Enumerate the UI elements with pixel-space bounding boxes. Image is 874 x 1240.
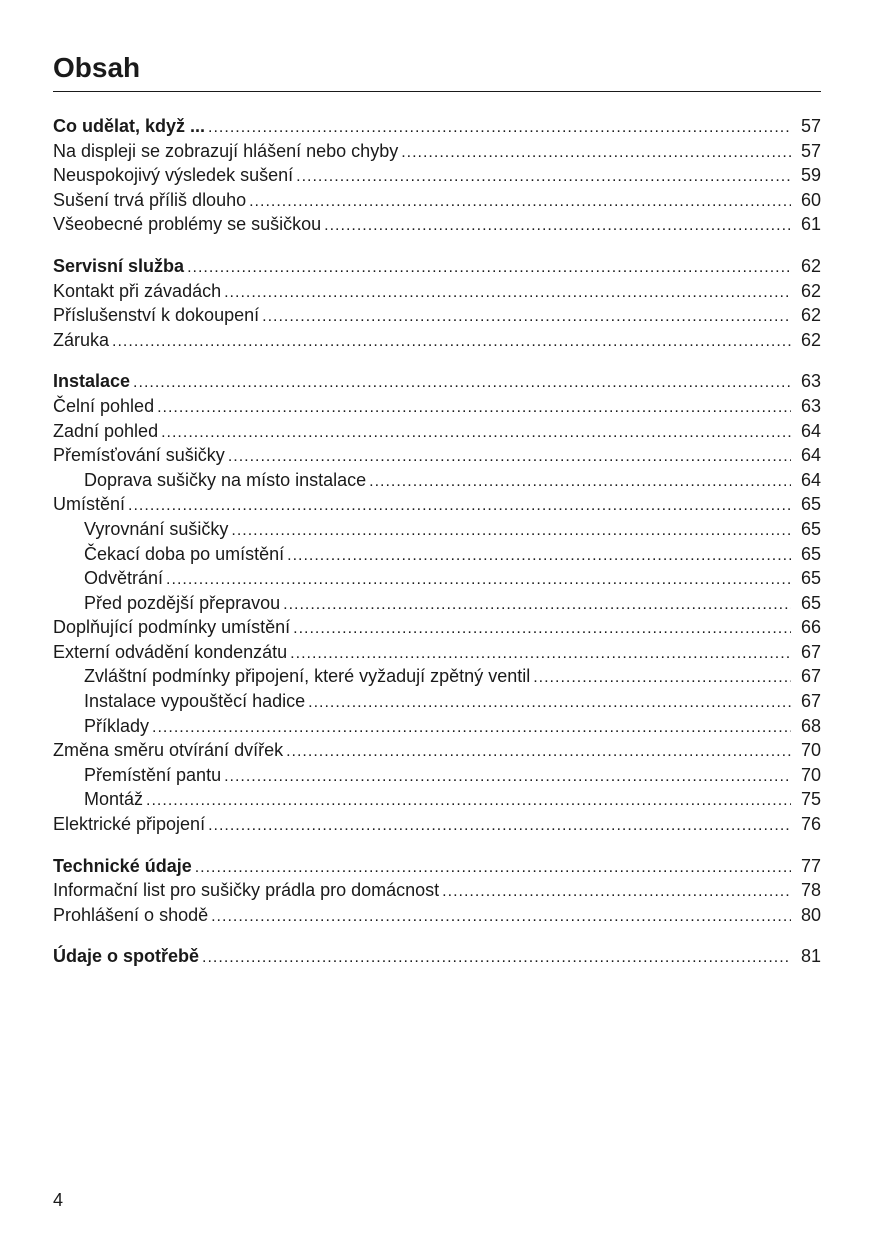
toc-entry-page: 62	[800, 329, 821, 350]
dot-leader	[202, 946, 791, 969]
toc-entry-page: 80	[800, 904, 821, 925]
toc-entry-page: 64	[800, 469, 821, 490]
toc-entry[interactable]	[53, 303, 821, 328]
toc-section-heading[interactable]	[53, 114, 821, 139]
dot-leader	[195, 856, 791, 879]
toc-entry[interactable]	[53, 787, 821, 812]
toc-entry-page: 65	[800, 568, 821, 589]
toc-entry-label: Vyrovnání sušičky	[84, 518, 229, 539]
dot-leader	[442, 880, 791, 903]
dot-leader	[187, 256, 791, 279]
toc-section	[53, 944, 821, 969]
toc-entry-page: 65	[800, 518, 821, 539]
dot-leader	[166, 568, 791, 591]
toc-entry-label: Servisní služba	[53, 255, 185, 276]
toc-entry-label: Příslušenství k dokoupení	[53, 305, 260, 326]
dot-leader	[211, 905, 791, 928]
dot-leader	[401, 141, 791, 164]
toc-entry-page: 61	[800, 214, 821, 235]
dot-leader	[224, 765, 791, 788]
toc-entry-label: Kontakt při závadách	[53, 280, 222, 301]
dot-leader	[296, 165, 791, 188]
toc-entry-label: Elektrické připojení	[53, 814, 206, 835]
toc-entry-label: Před pozdější přepravou	[84, 592, 281, 613]
dot-leader	[128, 494, 791, 517]
toc-entry-label: Příklady	[84, 715, 150, 736]
title-divider	[53, 91, 821, 92]
toc-section-heading[interactable]	[53, 854, 821, 879]
dot-leader	[286, 740, 791, 763]
dot-leader	[161, 421, 791, 444]
toc-entry[interactable]	[53, 328, 821, 353]
toc-entry-label: Zvláštní podmínky připojení, které vyžadují zpětný ventil	[84, 666, 531, 687]
toc-entry-page: 70	[800, 740, 821, 761]
table-of-contents	[53, 114, 821, 986]
toc-entry-page: 64	[800, 445, 821, 466]
toc-entry-label: Co udělat, když ...	[53, 116, 206, 136]
dot-leader	[308, 691, 791, 714]
toc-section-heading[interactable]	[53, 369, 821, 394]
toc-entry-page: 78	[800, 880, 821, 901]
toc-entry-label: Prohlášení o shodě	[53, 904, 209, 925]
dot-leader	[533, 666, 791, 689]
toc-entry-label: Sušení trvá příliš dlouho	[53, 189, 247, 210]
dot-leader	[133, 371, 791, 394]
dot-leader	[283, 593, 791, 616]
toc-entry-page: 70	[800, 764, 821, 785]
toc-entry-page: 57	[800, 140, 821, 161]
toc-entry-page: 67	[800, 641, 821, 662]
toc-entry[interactable]	[53, 419, 821, 444]
toc-section	[53, 114, 821, 237]
toc-entry[interactable]	[53, 591, 821, 616]
toc-entry-label: Umístění	[53, 494, 126, 515]
toc-entry-page: 66	[800, 617, 821, 638]
toc-entry[interactable]	[53, 763, 821, 788]
toc-entry-label: Zadní pohled	[53, 420, 159, 441]
toc-entry[interactable]	[53, 139, 821, 164]
toc-entry[interactable]	[53, 615, 821, 640]
dot-leader	[152, 716, 791, 739]
toc-entry[interactable]	[53, 640, 821, 665]
toc-entry[interactable]	[53, 517, 821, 542]
toc-entry[interactable]	[53, 163, 821, 188]
toc-entry[interactable]	[53, 714, 821, 739]
toc-entry-page: 62	[800, 305, 821, 326]
toc-entry[interactable]	[53, 394, 821, 419]
toc-entry-label: Externí odvádění kondenzátu	[53, 641, 288, 662]
toc-entry-page: 64	[800, 420, 821, 441]
toc-entry-label: Na displeji se zobrazují hlášení nebo chyby	[53, 140, 399, 161]
toc-entry-label: Čekací doba po umístění	[84, 543, 285, 564]
toc-section-heading[interactable]	[53, 944, 821, 969]
toc-entry-page: 76	[800, 814, 821, 835]
toc-entry[interactable]	[53, 212, 821, 237]
toc-entry[interactable]	[53, 738, 821, 763]
toc-section	[53, 254, 821, 352]
toc-entry-label: Technické údaje	[53, 855, 192, 876]
toc-entry[interactable]	[53, 566, 821, 591]
toc-entry-label: Změna směru otvírání dvířek	[53, 740, 284, 761]
dot-leader	[157, 396, 791, 419]
toc-entry-page: 75	[800, 789, 821, 810]
toc-entry-label: Instalace vypouštěcí hadice	[84, 691, 306, 712]
toc-section-heading[interactable]	[53, 254, 821, 279]
toc-entry-label: Montáž	[84, 789, 144, 810]
toc-entry[interactable]	[53, 279, 821, 304]
toc-entry[interactable]	[53, 812, 821, 837]
toc-entry-label: Neuspokojivý výsledek sušení	[53, 165, 294, 186]
toc-entry-label: Instalace	[53, 371, 131, 392]
toc-entry[interactable]	[53, 492, 821, 517]
dot-leader	[287, 544, 791, 567]
toc-entry-page: 62	[800, 280, 821, 301]
toc-entry-page: 81	[800, 946, 821, 967]
dot-leader	[146, 789, 791, 812]
toc-entry-page: 59	[800, 165, 821, 186]
toc-entry-page: 65	[800, 592, 821, 613]
dot-leader	[249, 190, 791, 213]
dot-leader	[369, 470, 791, 493]
toc-entry[interactable]	[53, 903, 821, 928]
toc-entry-label: Přemístění pantu	[84, 764, 222, 785]
toc-entry[interactable]	[53, 542, 821, 567]
toc-entry-label: Čelní pohled	[53, 395, 155, 416]
dot-leader	[293, 617, 791, 640]
dot-leader	[112, 330, 791, 353]
toc-entry[interactable]	[53, 664, 821, 689]
toc-entry-label: Doprava sušičky na místo instalace	[84, 469, 367, 490]
toc-entry[interactable]	[53, 188, 821, 213]
toc-section	[53, 854, 821, 928]
toc-entry-page: 62	[800, 255, 821, 276]
toc-entry-label: Odvětrání	[84, 568, 164, 589]
toc-entry-page: 68	[800, 715, 821, 736]
toc-entry[interactable]	[53, 878, 821, 903]
toc-section	[53, 369, 821, 836]
toc-entry[interactable]	[53, 468, 821, 493]
toc-entry[interactable]	[53, 689, 821, 714]
toc-entry-page: 63	[800, 371, 821, 392]
dot-leader	[262, 305, 791, 328]
toc-entry-label: Záruka	[53, 329, 110, 350]
toc-entry-page: 65	[800, 543, 821, 564]
toc-entry-label: Informační list pro sušičky prádla pro domácnost	[53, 880, 440, 901]
toc-entry-page: 65	[800, 494, 821, 515]
dot-leader	[208, 814, 791, 837]
toc-entry-page: 67	[800, 691, 821, 712]
dot-leader	[228, 445, 791, 468]
page-number: 4	[53, 1190, 64, 1210]
toc-entry-label: Údaje o spotřebě	[53, 946, 200, 967]
dot-leader	[208, 116, 791, 139]
toc-entry[interactable]	[53, 443, 821, 468]
toc-entry-page: 67	[800, 666, 821, 687]
dot-leader	[231, 519, 791, 542]
dot-leader	[290, 642, 791, 665]
dot-leader	[224, 281, 791, 304]
toc-entry-page: 60	[800, 189, 821, 210]
dot-leader	[324, 214, 791, 237]
toc-entry-page: 63	[800, 395, 821, 416]
toc-entry-label: Všeobecné problémy se sušičkou	[53, 214, 322, 235]
toc-entry-label: Doplňující podmínky umístění	[53, 617, 291, 638]
page-title: Obsah	[53, 52, 141, 83]
toc-entry-page: 77	[800, 855, 821, 876]
toc-entry-page: 57	[800, 116, 821, 136]
toc-entry-label: Přemísťování sušičky	[53, 445, 225, 466]
